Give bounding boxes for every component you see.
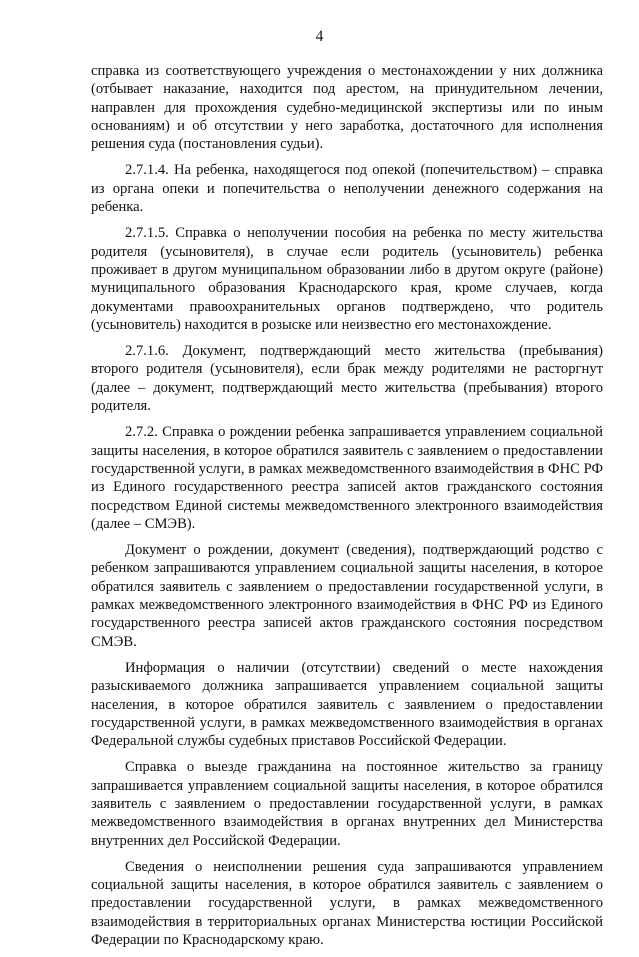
paragraph-emigration: Справка о выезде гражданина на постоянное жительство за границу запрашивается управлением социальной защиты населения, в которое обратился заявитель с заявлением о предоставлении государственной услуги, в рамках межведомственного взаимодействия в органах внутренних дел Министерства внутренних дел Российской Федерации. (91, 759, 603, 849)
paragraph-2-7-1-5: 2.7.1.5. Справка о неполучении пособия на ребенка по месту жительства родителя (усыновителя), в случае если родитель (усыновитель) ребенка проживает в другом муниципальном образовании либо в другом округе (районе) муниципального образования Краснодарского края, кроме случаев, когда документами правоохранительных органов подтверждено, что родитель (усыновитель) находится в розыске или неизвестно его местонахождение. (91, 225, 603, 333)
paragraph-2-7-2: 2.7.2. Справка о рождении ребенка запрашивается управлением социальной защиты населения, в которое обратился заявитель с заявлением о предоставлении государственной услуги, в рамках межведомственного взаимодействия в ФНС РФ из Единого государственного реестра записей актов гражданского состояния посредством Единой системы межведомственного электронного взаимодействия (далее – СМЭВ). (91, 424, 603, 532)
document-body (91, 62, 603, 957)
paragraph-2-7-1-6: 2.7.1.6. Документ, подтверждающий место жительства (пребывания) второго родителя (усыновителя), если брак между родителями не расторгнут (далее – документ, подтверждающий место жительства (пребывания) второго родителя. (91, 343, 603, 415)
paragraph-continuation: справка из соответствующего учреждения о местонахождении у них должника (отбывает наказание, находится под арестом, на принудительном лечении, направлен для прохождения судебно-медицинской экспертизы или по иным основаниям) и об отсутствии у него заработка, достаточного для исполнения решения суда (постановления судьи). (91, 63, 603, 153)
paragraph-2-7-1-4: 2.7.1.4. На ребенка, находящегося под опекой (попечительством) – справка из органа опеки и попечительства о неполучении денежного содержания на ребенка. (91, 162, 603, 216)
paragraph-court-decision: Сведения о неисполнении решения суда запрашиваются управлением социальной защиты населения, в которое обратился заявитель с заявлением о предоставлении государственной услуги, в рамках межведомственного взаимодействия в территориальных органах Министерства юстиции Российской Федерации по Краснодарскому краю. (91, 858, 603, 949)
page-number: 4 (315, 28, 324, 45)
paragraph-debtor-location: Информация о наличии (отсутствии) сведений о месте нахождения разыскиваемого должника запрашивается управлением социальной защиты населения, в которое обратился заявитель с заявлением о предоставлении государственной услуги, в рамках межведомственного взаимодействия в органах Федеральной службы судебных приставов Российской Федерации. (91, 659, 603, 750)
paragraph-birth-document: Документ о рождении, документ (сведения), подтверждающий родство с ребенком запрашиваются управлением социальной защиты населения, в которое обратился заявитель с заявлением о предоставлении государственной услуги, в рамках межведомственного электронного взаимодействия в ФНС РФ из Единого государственного реестра записей актов гражданского состояния посредством СМЭВ. (91, 542, 603, 650)
